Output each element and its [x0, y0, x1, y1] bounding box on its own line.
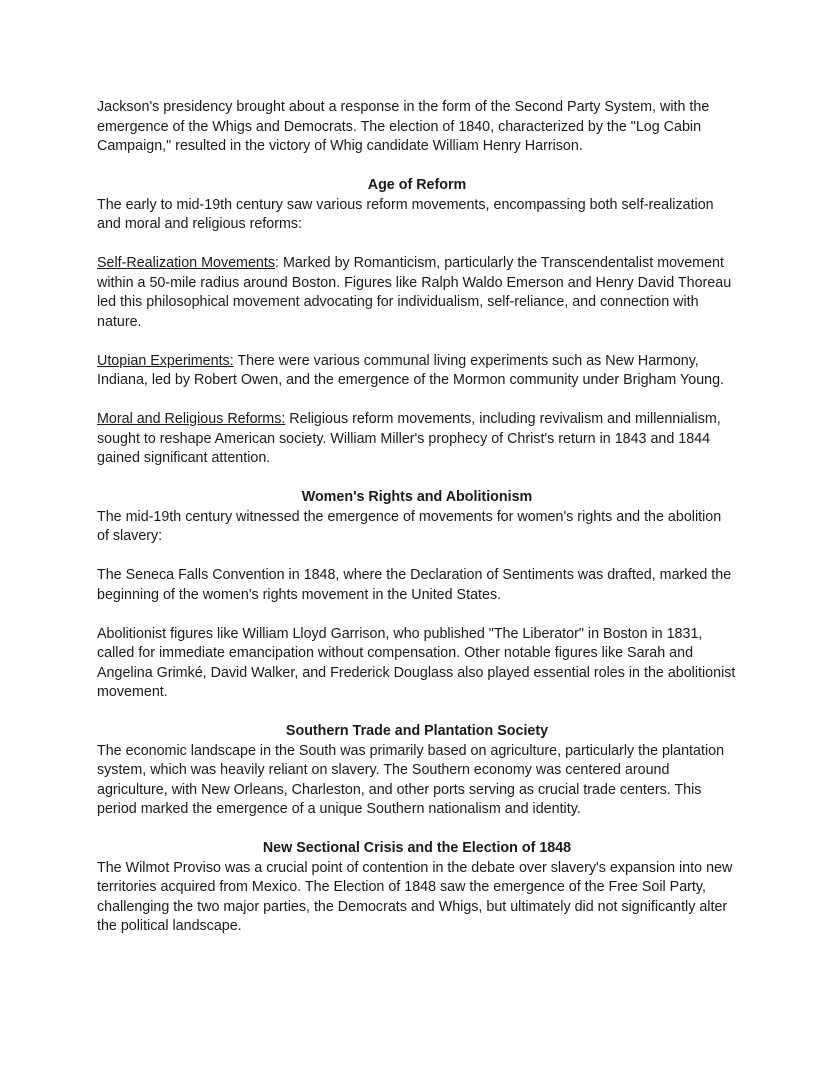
- reform-intro-paragraph: The early to mid-19th century saw various reform movements, encompassing both self-realization and moral and religious reforms:: [97, 196, 714, 232]
- spacer: [97, 391, 737, 411]
- abolitionist-paragraph: Abolitionist figures like William Lloyd Garrison, who published "The Liberator" in Boston in 1831, called for immediate emancipation without compensation. Other notable figures like Sarah and Angelina Grimké, David Walker, and Frederick Douglass also played essential roles in the abolitionist movement.: [97, 625, 736, 700]
- moral-religious-text: Religious reform movements, including revivalism and millennialism, sought to reshape American society. William Miller's prophecy of Christ's return in 1843 and 1844 gained significant attention.: [97, 411, 721, 466]
- spacer: [97, 469, 737, 489]
- womens-rights-heading: Women's Rights and Abolitionism: [301, 489, 533, 505]
- spacer: [97, 605, 737, 625]
- spacer: [97, 547, 737, 567]
- self-realization-text: : Marked by Romanticism, particularly the Transcendentalist movement within a 50-mile radius around Boston. Figures like Ralph Waldo Emerson and Henry David Thoreau led this philosophical movement advocating for individualism, self-reliance, and connection with nature.: [97, 255, 732, 330]
- southern-trade-paragraph: The economic landscape in the South was primarily based on agriculture, particularly the plantation system, which was heavily reliant on slavery. The Southern economy was centered around agriculture, with New Orleans, Charleston, and other ports serving as crucial trade centers. This period marked the emergence of a unique Southern nationalism and identity.: [97, 742, 725, 817]
- utopian-label: Utopian Experiments:: [97, 352, 234, 369]
- utopian-text: There were various communal living experiments such as New Harmony, Indiana, led by Robert Owen, and the emergence of the Mormon community under Brigham Young.: [97, 352, 725, 388]
- moral-religious-label: Moral and Religious Reforms:: [97, 411, 286, 427]
- seneca-falls-paragraph: The Seneca Falls Convention in 1848, where the Declaration of Sentiments was drafted, marked the beginning of the women's rights movement in the United States.: [97, 567, 732, 603]
- self-realization-paragraph: [97, 254, 737, 332]
- sectional-crisis-paragraph: The Wilmot Proviso was a crucial point of contention in the debate over slavery's expansion into new territories acquired from Mexico. The Election of 1848 saw the emergence of the Free Soil Party, challenging the two major parties, the Democrats and Whigs, but ultimately did not significantly alter the political landscape.: [97, 859, 733, 934]
- womens-rights-intro-paragraph: The mid-19th century witnessed the emergence of movements for women's rights and the abolition of slavery:: [97, 508, 722, 544]
- spacer: [97, 703, 737, 723]
- spacer: [97, 157, 737, 177]
- self-realization-label: Self-Realization Movements: [97, 255, 275, 271]
- age-of-reform-heading: Age of Reform: [367, 177, 467, 193]
- spacer: [97, 820, 737, 840]
- southern-trade-heading: Southern Trade and Plantation Society: [285, 723, 549, 739]
- spacer: [97, 332, 737, 352]
- utopian-paragraph: [97, 352, 737, 391]
- spacer: [97, 235, 737, 255]
- intro-paragraph: Jackson's presidency brought about a response in the form of the Second Party System, with the emergence of the Whigs and Democrats. The election of 1840, characterized by the "Log Cabin Campaign," resulted in the victory of Whig candidate William Henry Harrison.: [97, 99, 710, 154]
- sectional-crisis-heading: New Sectional Crisis and the Election of 1848: [262, 840, 572, 856]
- moral-religious-paragraph: [97, 410, 737, 469]
- document-page: [97, 98, 737, 937]
